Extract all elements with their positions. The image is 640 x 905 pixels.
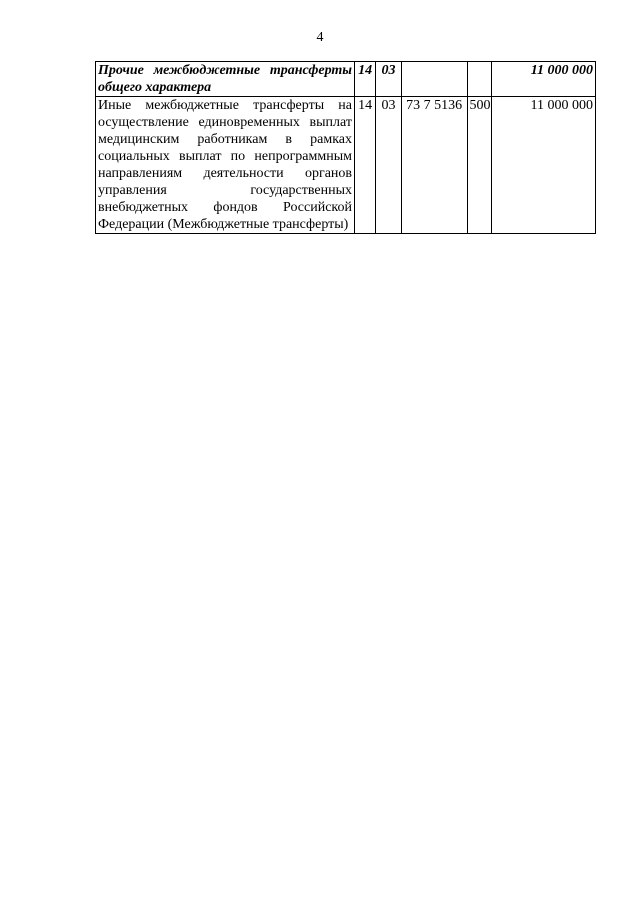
row-subsection-code: 03	[376, 62, 401, 97]
row-section-code: 14	[355, 97, 376, 234]
row-expense-type	[467, 62, 491, 97]
row-target-article	[401, 62, 467, 97]
row-subsection-code: 03	[376, 97, 401, 234]
page-number: 4	[316, 30, 324, 45]
budget-table	[95, 61, 596, 234]
row-name: Прочие межбюджетные трансферты общего характера	[96, 62, 355, 97]
table-row-item	[96, 97, 596, 234]
row-target-article: 73 7 5136	[401, 97, 467, 234]
table-row-section	[96, 62, 596, 97]
row-section-code: 14	[355, 62, 376, 97]
row-amount: 11 000 000	[491, 62, 595, 97]
row-name: Иные межбюджетные трансферты на осуществление единовременных выплат медицинским работникам в рамках социальных выплат по непрограммным направлениям деятельности органов управления государственных внебюджетных фондов Российской Федерации (Межбюджетные трансферты)	[96, 97, 355, 234]
row-expense-type: 500	[467, 97, 491, 234]
row-amount: 11 000 000	[491, 97, 595, 234]
